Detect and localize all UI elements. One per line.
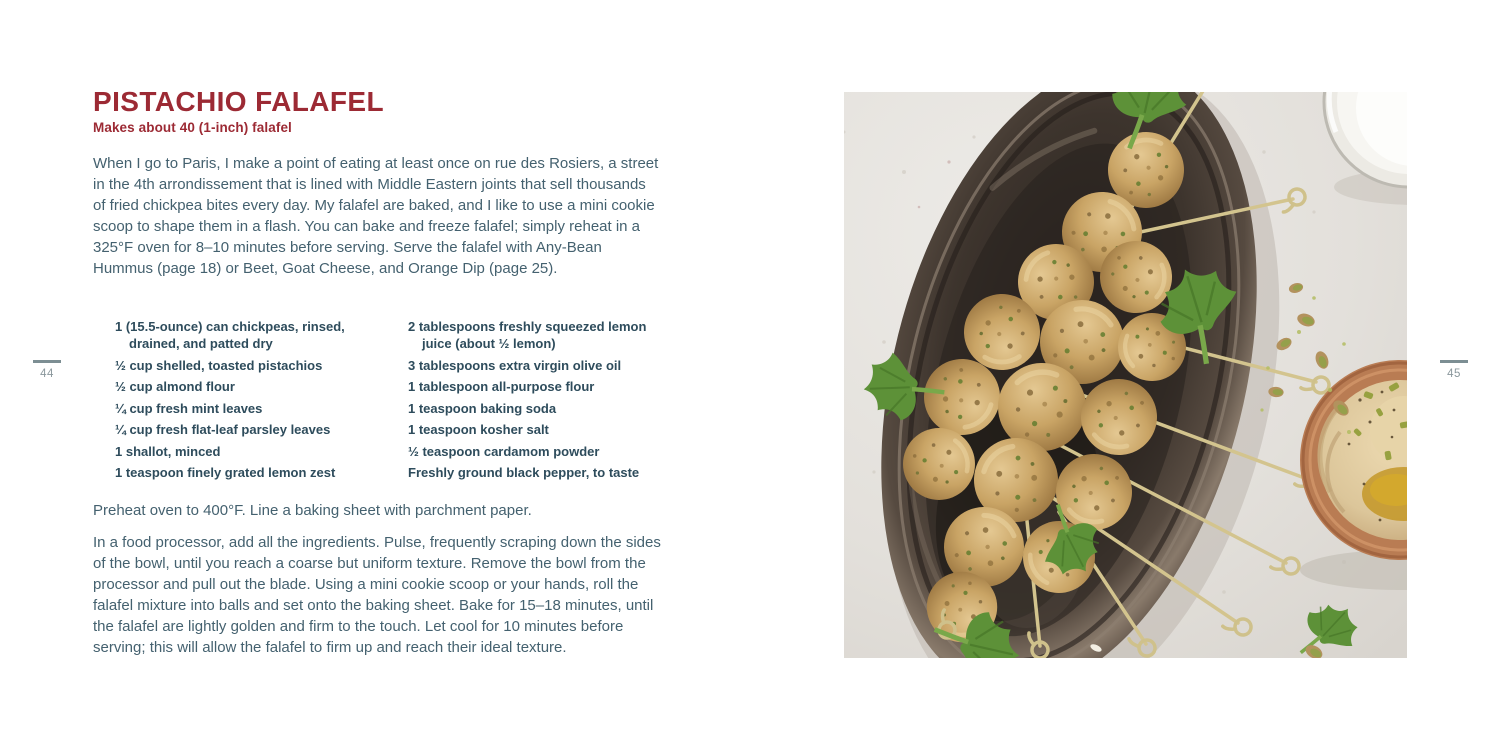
left-page-number: 44 <box>40 368 54 380</box>
ingredient-item: 1 teaspoon kosher salt <box>408 422 549 437</box>
ingredient-item: ¼ cup fresh mint leaves <box>115 400 263 416</box>
right-folio-rule <box>1440 360 1468 363</box>
ingredient-item: 1 tablespoon all-purpose flour <box>408 379 595 394</box>
ingredient-item: 1 shallot, minced <box>115 443 221 459</box>
recipe-photo <box>844 92 1407 658</box>
recipe-yield-note: Makes about 40 (1-inch) falafel <box>93 120 292 135</box>
ingredient-item: 1 teaspoon finely grated lemon zest <box>115 465 336 480</box>
ingredients-column-2 <box>408 318 673 486</box>
left-folio-rule <box>33 360 61 363</box>
falafel-photo-illustration <box>844 92 1407 658</box>
recipe-title: PISTACHIO FALAFEL <box>93 86 384 117</box>
left-folio <box>32 360 62 380</box>
ingredient-item: Freshly ground black pepper, to taste <box>408 465 640 480</box>
recipe-intro: When I go to Paris, I make a point of eating at least once on rue des Rosiers, a street in the 4th arrondissement that is lined with Middle Eastern joints that sell thousands of fried chickpea bites every day. My falafel are baked, and I like to use a mini cookie scoop to shape them in a flash. You can bake and freeze falafel; simply reheat in a 325°F oven for 8–10 minutes before serving. Serve the falafel with Any-Bean Hummus (page 18) or Beet, Goat Cheese, and Orange Dip (page 25). <box>93 155 659 277</box>
ingredient-item: 1 teaspoon baking soda <box>408 400 557 416</box>
ingredient-item: 2 tablespoons freshly squeezed lemon juice (about ½ lemon) <box>408 319 647 351</box>
ingredient-item: ½ cup almond flour <box>115 379 235 394</box>
instruction-step-2: In a food processor, add all the ingredients. Pulse, frequently scraping down the sides of the bowl, until you reach a coarse but uniform texture. Remove the bowl from the processor and pull out the blade. Using a mini cookie scoop or your hands, roll the falafel mixture into balls and set onto the baking sheet. Bake for 15–18 minutes, until the falafel are lightly golden and firm to the touch. Let cool for 10 minutes before serving; this will allow the falafel to firm up and reach their ideal texture. <box>93 534 661 656</box>
ingredient-item: ½ cup shelled, toasted pistachios <box>115 357 323 373</box>
right-folio <box>1439 360 1469 380</box>
ingredient-item: ½ teaspoon cardamom powder <box>408 443 600 459</box>
ingredient-item: ¼ cup fresh flat-leaf parsley leaves <box>115 422 331 437</box>
right-page-number: 45 <box>1447 368 1461 380</box>
ingredients-lists <box>93 318 693 486</box>
ingredients-column-1 <box>115 318 386 486</box>
glass <box>1324 92 1407 205</box>
ingredient-item: 1 (15.5-ounce) can chickpeas, rinsed, drained, and patted dry <box>115 319 345 351</box>
instruction-step-1: Preheat oven to 400°F. Line a baking sheet with parchment paper. <box>93 502 532 519</box>
ingredient-item: 3 tablespoons extra virgin olive oil <box>408 357 622 373</box>
